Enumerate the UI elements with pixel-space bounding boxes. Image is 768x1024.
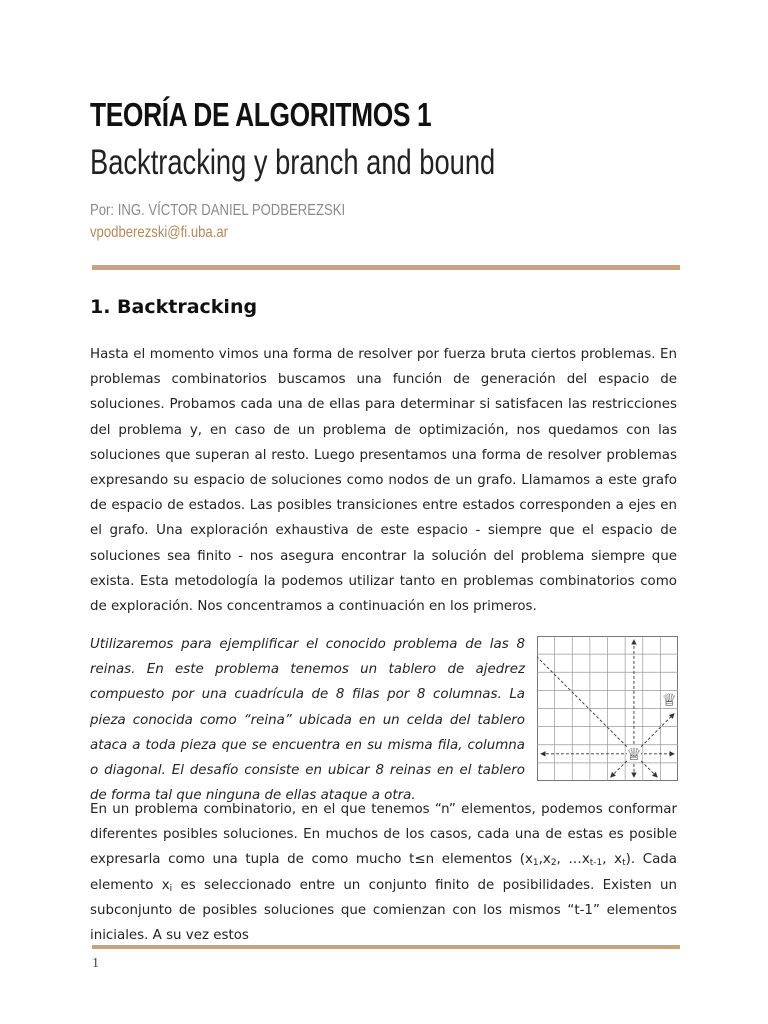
chessboard-figure [537, 636, 678, 781]
author-line: Por: ING. VÍCTOR DANIEL PODBEREZSKI [90, 202, 346, 219]
section-heading: 1. Backtracking [90, 296, 258, 318]
chess-queen-icon: ♕ [661, 690, 677, 711]
paragraph-combinatorial: En un problema combinatorio, en el que tenemos “n” elementos, podemos conformar diferentes posibles soluciones. En muchos de los casos, cada una de estas es posible expresarla como una tupla de como mucho t≤n elementos ($x_1,x_2$, $\dots x_{t-1}$, $x_t$). Cada elemento $x_i$ es seleccionado entre un conjunto finito de posibilidades. Existen un subconjunto de posibles soluciones que comienzan con los mismos “t-1” elementos iniciales. A su vez estos [90, 802, 678, 944]
chess-queen-icon: ♕ [626, 744, 642, 765]
document-subtitle: Backtracking y branch and bound [90, 143, 496, 182]
document-title: TEORÍA DE ALGORITMOS 1 [90, 96, 432, 133]
paragraph-intro: Hasta el momento vimos una forma de resolver por fuerza bruta ciertos problemas. En problemas combinatorios buscamos una función de generación del espacio de soluciones. Probamos cada una de ellas para determinar si satisfacen las restricciones del problema y, en caso de un problema de optimización, nos quedamos con las soluciones que superan al resto. Luego presentamos una forma de resolver problemas expresando su espacio de soluciones como nodos de un grafo. Llamamos a este grafo de espacio de estados. Las posibles transiciones entre estados corresponden a ejes en el grafo. Una exploración exhaustiva de este espacio - siempre que el espacio de soluciones sea finito - nos asegura encontrar la solución del problema siempre que exista. Esta metodología la podemos utilizar tanto en problemas combinatorios como de exploración. Nos concentramos a continuación en los primeros. [90, 347, 677, 615]
page-number: 1 [92, 956, 99, 971]
paragraph-eight-queens: Utilizaremos para ejemplificar el conocido problema de las 8 reinas. En este problema tenemos un tablero de ajedrez compuesto por una cuadrícula de 8 filas por 8 columnas. La pieza conocida como “reina” ubicada en un celda del tablero ataca a toda pieza que se encuentra en su misma fila, columna o diagonal. El desafío consiste en ubicar 8 reinas en el tablero de forma tal que ninguna de ellas ataque a otra. [90, 637, 525, 804]
footer-divider [92, 945, 680, 949]
header-divider [92, 265, 680, 270]
author-email: vpodberezski@fi.uba.ar [90, 224, 229, 241]
chessboard-diagram [537, 636, 678, 781]
